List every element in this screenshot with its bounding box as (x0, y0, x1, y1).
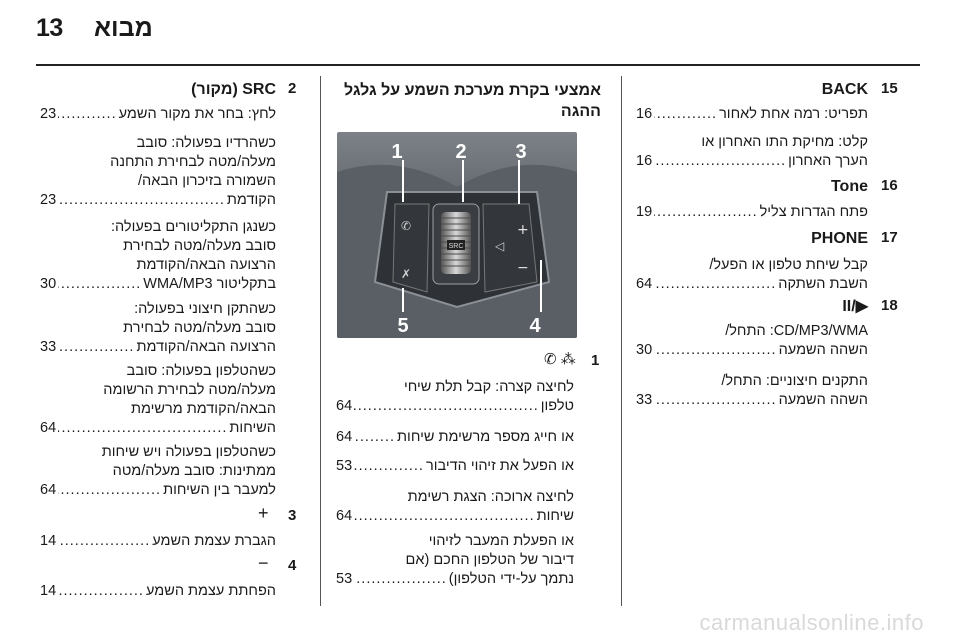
item-title: SRC (מקור) (191, 81, 276, 98)
item-title: BACK (821, 81, 868, 98)
page-number: 13 (36, 14, 63, 42)
toc-block: או הפעלת המעבר לזיהוי דיבור של הטלפון החכם (אם נתמך על-ידי הטלפון) ..... 53 (336, 532, 574, 589)
volume-down-icon: − (258, 553, 269, 573)
toc-entry[interactable]: או הפעל את זיהוי הדיבור ..... 53 (336, 457, 574, 476)
svg-text:+: + (517, 222, 529, 238)
column-divider-right (621, 76, 622, 606)
toc-entry[interactable]: נתמך על-ידי הטלפון) ..... 53 (336, 570, 574, 589)
item-number: 18 (881, 297, 898, 314)
column-divider-left (320, 76, 321, 606)
item-title: PHONE (811, 230, 868, 247)
toc-entry[interactable]: השהה השמעה ..... 30 (636, 341, 868, 360)
toc-block: התקנים חיצוניים: התחל/ השהה השמעה ..... 33 (636, 372, 868, 410)
toc-block: לחיצה קצרה: קבל תלת שיחי טלפון ..... 64 (336, 378, 574, 416)
toc-entry[interactable]: הקודמת ..... 23 (40, 191, 276, 210)
svg-text:◁: ◁ (495, 239, 505, 253)
toc-block: כשהטלפון בפעולה ויש שיחות ממתינות: סובב מעלה/מטה למעבר בין השיחות ..... 64 (40, 443, 276, 500)
callout-1: 1 (391, 141, 403, 163)
svg-text:−: − (517, 260, 529, 276)
toc-entry[interactable]: השבת השתקה ..... 64 (636, 275, 868, 294)
toc-block: CD/MP3/WMA: התחל/ השהה השמעה ..... 30 (636, 322, 868, 360)
toc-block: כשהטלפון בפעולה: סובב מעלה/מטה לבחירת הרשומה הבאה/הקודמת מרשימת השיחות ..... 64 (40, 362, 276, 438)
page-header (0, 0, 960, 60)
play-pause-icon: ▶/II (842, 298, 868, 315)
toc-entry[interactable]: טלפון ..... 64 (336, 397, 574, 416)
toc-entry[interactable]: פתח הגדרות צליל ..... 19 (636, 203, 868, 222)
toc-block (40, 532, 276, 551)
callout-4: 4 (529, 315, 541, 337)
toc-entry[interactable]: הגברת עצמת השמע ..... 14 (40, 532, 276, 551)
item-number: 4 (288, 557, 297, 574)
toc-block: לחיצה ארוכה: הצגת רשימת שיחות ..... 64 (336, 488, 574, 526)
callout-2: 2 (455, 141, 467, 163)
steering-wheel-controls-photo (337, 132, 577, 338)
phone-voice-icon: ✆ ⁂ (544, 351, 576, 368)
svg-text:✗: ✗ (401, 267, 412, 281)
item-title: Tone (830, 178, 868, 195)
toc-entry[interactable]: בתקליטור WMA/MP3 ..... 30 (40, 275, 276, 294)
toc-block: כשהרדיו בפעולה: סובב מעלה/מטה לבחירת התחנה השמורה בזיכרון הבאה/ הקודמת ..... 23 (40, 134, 276, 210)
toc-entry[interactable]: לחץ: בחר את מקור השמע ..... 23 (40, 105, 276, 124)
toc-block: קבל שיחת טלפון או הפעל/ השבת השתקה ..... 64 (636, 256, 868, 294)
toc-entry[interactable]: הרצועה הבאה/הקודמת ..... 33 (40, 338, 276, 357)
watermark: carmanualsonline.info (699, 610, 924, 635)
toc-block (40, 105, 276, 124)
item-number: 15 (881, 80, 898, 97)
volume-up-icon: + (258, 503, 269, 523)
item-number: 1 (591, 352, 600, 369)
toc-block (636, 203, 868, 222)
chapter-title: מבוא (94, 14, 153, 42)
toc-block (336, 428, 574, 447)
toc-entry[interactable]: השהה השמעה ..... 33 (636, 391, 868, 410)
callout-5: 5 (397, 315, 409, 337)
toc-entry[interactable]: או חייג מספר מרשימת שיחות ..... 64 (336, 428, 574, 447)
header-rule (36, 64, 920, 66)
toc-entry[interactable]: הפחתת עצמת השמע ..... 14 (40, 582, 276, 601)
item-number: 3 (288, 507, 297, 524)
toc-block (336, 457, 574, 476)
item-number: 17 (881, 229, 898, 246)
toc-block (636, 105, 868, 124)
toc-entry[interactable]: השיחות ..... 64 (40, 419, 276, 438)
toc-entry[interactable]: למעבר בין השיחות ..... 64 (40, 481, 276, 500)
toc-block: כשנגן התקליטורים בפעולה: סובב מעלה/מטה לבחירת הרצועה הבאה/הקודמת בתקליטור WMA/MP3 ..... 30 (40, 218, 276, 294)
steering-wheel-illustration (337, 132, 577, 338)
toc-block: קלט: מחיקת התו האחרון או הערך האחרון ..... 16 (636, 133, 868, 171)
callout-3: 3 (515, 141, 527, 163)
toc-entry[interactable]: שיחות ..... 64 (336, 507, 574, 526)
svg-text:SRC: SRC (448, 243, 464, 250)
section-title: אמצעי בקרת מערכת השמע על גלגל ההגה (343, 82, 601, 120)
item-number: 2 (288, 80, 297, 97)
toc-block (40, 582, 276, 601)
toc-entry[interactable]: הערך האחרון ..... 16 (636, 152, 868, 171)
toc-block: כשהתקן חיצוני בפעולה: סובב מעלה/מטה לבחירת הרצועה הבאה/הקודמת ..... 33 (40, 300, 276, 357)
svg-text:✆: ✆ (401, 219, 412, 233)
item-number: 16 (881, 177, 898, 194)
toc-entry[interactable]: תפריט: רמה אחת לאחור ..... 16 (636, 105, 868, 124)
